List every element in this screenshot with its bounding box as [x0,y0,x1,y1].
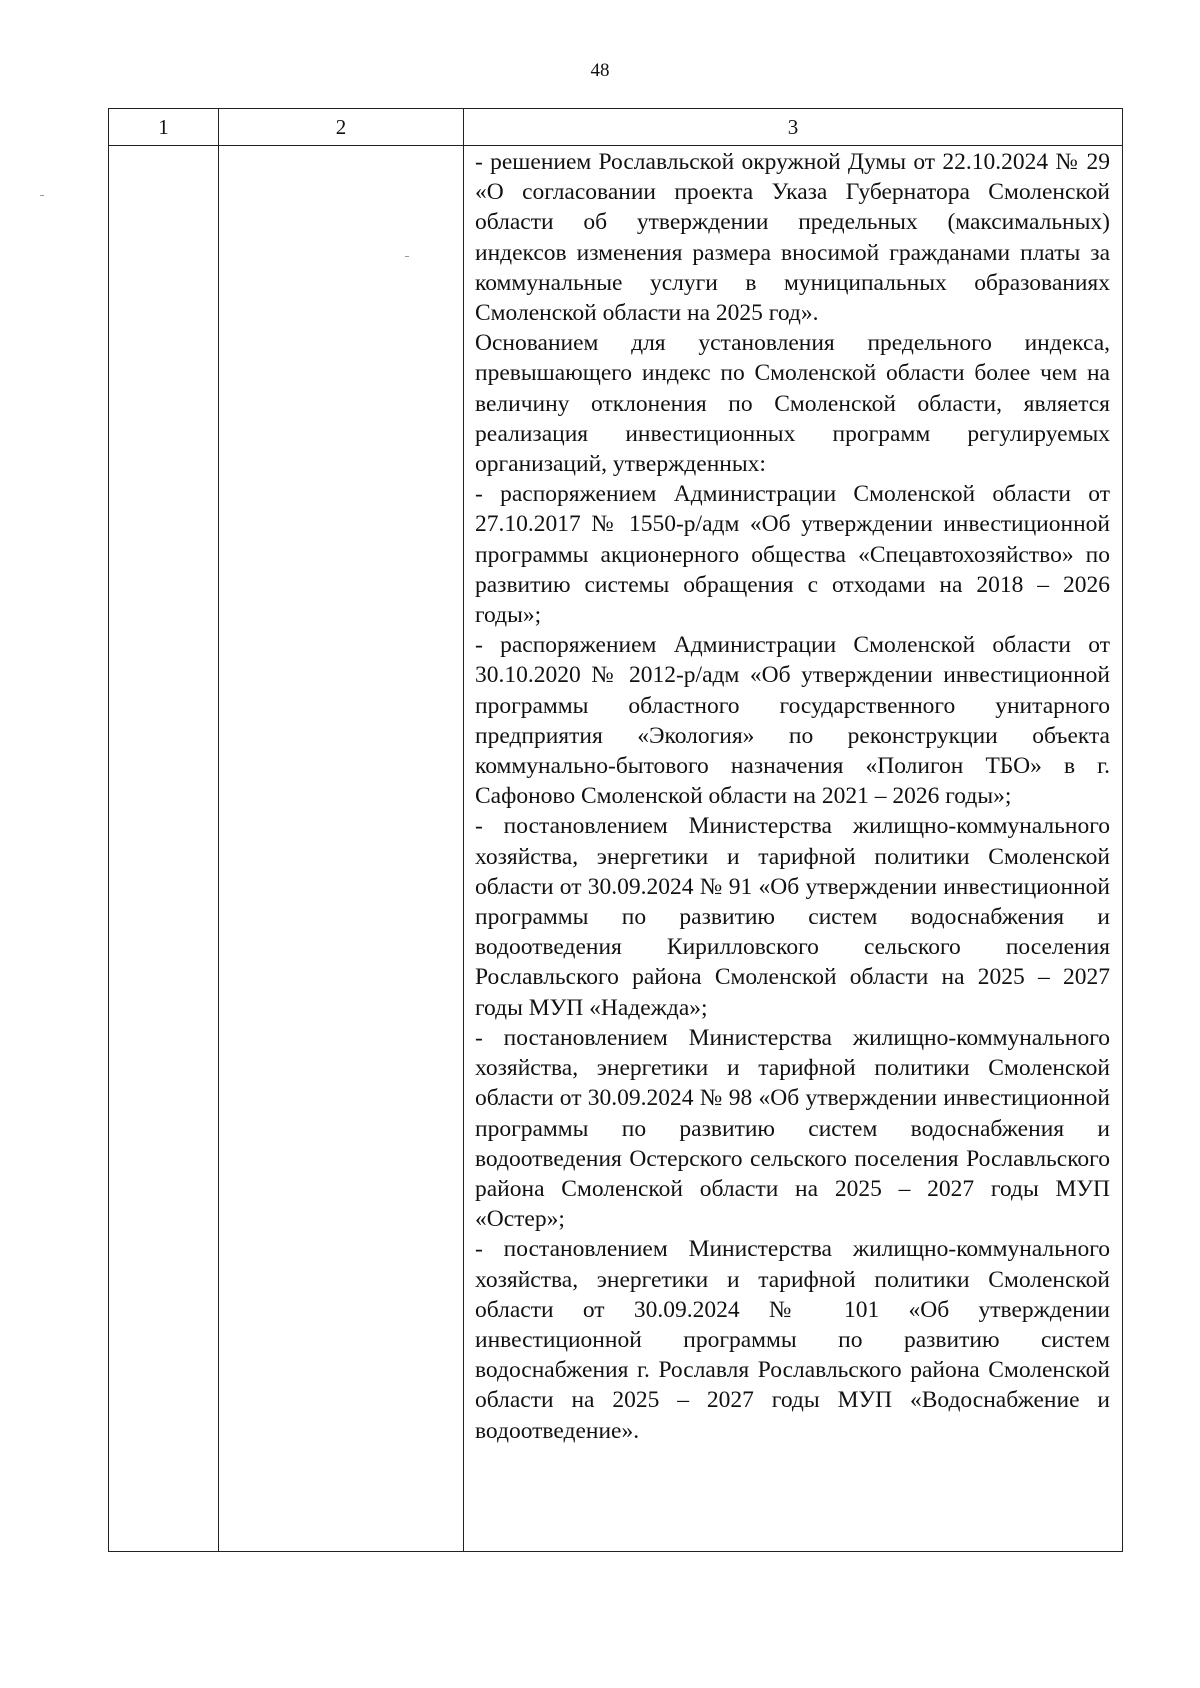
scan-speck [405,256,409,257]
row-cell-col3 [464,146,1123,1552]
column-header-1: 1 [109,109,219,146]
column-header-3: 3 [464,109,1123,146]
row-cell-col2 [219,146,464,1552]
paragraph-duma-decision: - решением Рославльской окружной Думы от 22.10.2024 № 29 «О согласовании проекта Указа Губернатора Смоленской области об утверждении предельных (максимальных) индексов изменения размера вносимой гражданами платы за коммунальные услуги в муниципальных образованиях Смоленской области на 2025 год». [475,149,1110,327]
table-row [109,146,1123,1552]
scan-speck [40,195,44,196]
paragraph-order-ekologiya: - распоряжением Администрации Смоленской области от 30.10.2020 № 2012-р/адм «Об утверждении инвестиционной программы областного государственного унитарного предприятия «Экология» по реконструкции объекта коммунально-бытового назначения «Полигон ТБО» в г. Сафоново Смоленской области на 2021 – 2026 годы»; [475,632,1110,810]
paragraph-order-spetsavtokhozyaystvo: - распоряжением Администрации Смоленской области от 27.10.2017 № 1550-р/адм «Об утверждении инвестиционной программы акционерного общества «Спецавтохозяйство» по развитию системы обращения с отходами на 2018 – 2026 годы»; [475,481,1110,629]
paragraph-resolution-oster: - постановлением Министерства жилищно-коммунального хозяйства, энергетики и тарифной политики Смоленской области от 30.09.2024 № 98 «Об утверждении инвестиционной программы по развитию систем водоснабжения и водоотведения Остерского сельского поселения Рославльского района Смоленской области на 2025 – 2027 годы МУП «Остер»; [475,1024,1110,1233]
column-header-2: 2 [219,109,464,146]
table-header-row [109,109,1123,146]
row-cell-col1 [109,146,219,1552]
paragraph-basis: Основанием для установления предельного индекса, превышающего индекс по Смоленской области более чем на величину отклонения по Смоленской области, является реализация инвестиционных программ регулируемых организаций, утвержденных: [475,330,1110,478]
page-number: 48 [590,60,610,81]
document-table [108,108,1123,1552]
cell-text-block [464,146,1122,1446]
paragraph-resolution-nadezhda: - постановлением Министерства жилищно-коммунального хозяйства, энергетики и тарифной политики Смоленской области от 30.09.2024 № 91 «Об утверждении инвестиционной программы по развитию систем водоснабжения и водоотведения Кирилловского сельского поселения Рославльского района Смоленской области на 2025 – 2027 годы МУП «Надежда»; [475,813,1110,1021]
paragraph-resolution-vodosnabzhenie: - постановлением Министерства жилищно-коммунального хозяйства, энергетики и тарифной политики Смоленской области от 30.09.2024 № 101 «Об утверждении инвестиционной программы по развитию систем водоснабжения г. Рославля Рославльского района Смоленской области на 2025 – 2027 годы МУП «Водоснабжение и водоотведение». [475,1236,1110,1444]
